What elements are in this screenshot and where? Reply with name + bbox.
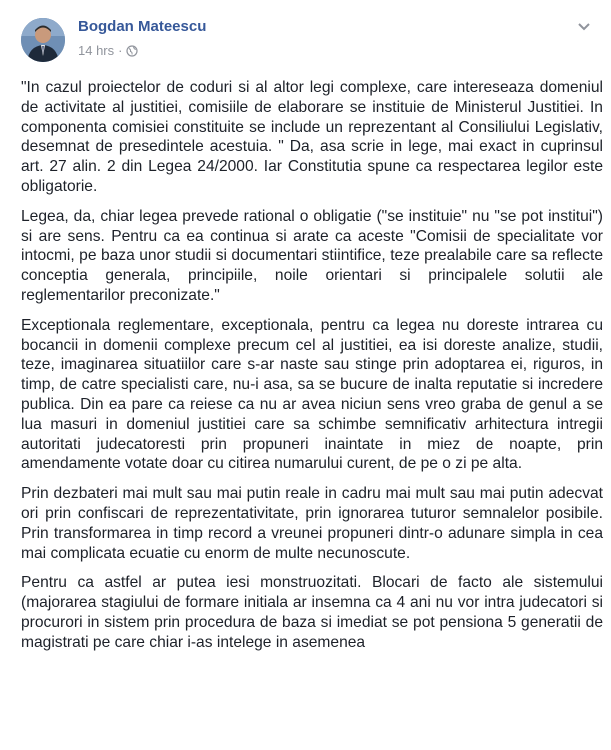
post-paragraph: Pentru ca astfel ar putea iesi monstruozitati. Blocari de facto ale sistemului (majorarea stagiului de formare initiala ar insemna ca 4 ani nu vor intra judecatori si procurori in sistem prin procedura de baza si imediat se pot pensiona 5 generatii de magistrati pe care chiar i-as intelege in asemenea: [21, 574, 603, 651]
chevron-down-icon: [578, 18, 590, 36]
post-paragraph: Legea, da, chiar legea prevede rational o obligatie ("se instituie" nu "se pot institui") si are sens. Pentru ca ea continua si arate ca aceste "Comisii de specialitate vor intocmi, pe baza unor studii si documentari stiintifice, teze prealabile care sa reflecte conceptia generala, principiile, noile orientari si principalele solutii ale reglementarilor preconizate.": [21, 207, 603, 304]
post-body: [21, 78, 603, 663]
post-paragraph: Exceptionala reglementare, exceptionala, pentru ca legea nu doreste intrarea cu bocancii in domenii complexe precum cel al justitiei, ea isi doreste analize, studii, teze, imaginarea situatiilor care s-ar naste sau stinge prin adoptarea ei, riguros, in timp, de catre specialisti care, nu-i asa, sa se bucure de inalta reputatie si incredere publica. Din ea pare ca reiese ca nu ar avea niciun sens vreo graba de genul a se lua masuri in domeniul justitiei care sa schimbe semnificativ arhitectura intregii autoritati judecatoresti prin propuneri inaintate in miez de noapte, prin amendamente votate doar cu citirea numarului curent, de pe o zi pe alta.: [21, 316, 603, 473]
post-options-button[interactable]: [573, 19, 595, 35]
author-name[interactable]: Bogdan Mateescu: [78, 18, 207, 35]
avatar[interactable]: [21, 18, 65, 62]
post-paragraph: Prin dezbateri mai mult sau mai putin reale in cadru mai mult sau mai putin adecvat ori prin confiscari de reprezentativitate, prin ignorarea tuturor semnalelor posibile. Prin transformarea in timp record a vreunei propuneri dintr-o adunare simpla in cea mai complicata ecuatie cu enorm de multe necunoscute.: [21, 485, 603, 562]
meta-separator: ·: [118, 43, 123, 58]
post-meta: [78, 43, 138, 58]
post-paragraph: "In cazul proiectelor de coduri si al altor legi complexe, care intereseaza domeniul de activitate al justitiei, comisiile de elaborare se instituie de Ministerul Justitiei. In componenta comisiei constituite se include un reprezentant al Consiliului Legislativ, desemnat de presedintele acestuia. " Da, asa scrie in lege, mai exact in cuprinsul art. 27 alin. 2 din Legea 24/2000. Iar Constitutia spune ca respectarea legilor este obligatorie.: [21, 79, 603, 195]
post-timestamp[interactable]: 14 hrs: [78, 43, 115, 58]
post-header: [17, 13, 599, 63]
globe-icon[interactable]: [126, 45, 138, 57]
avatar-image: [21, 18, 65, 62]
